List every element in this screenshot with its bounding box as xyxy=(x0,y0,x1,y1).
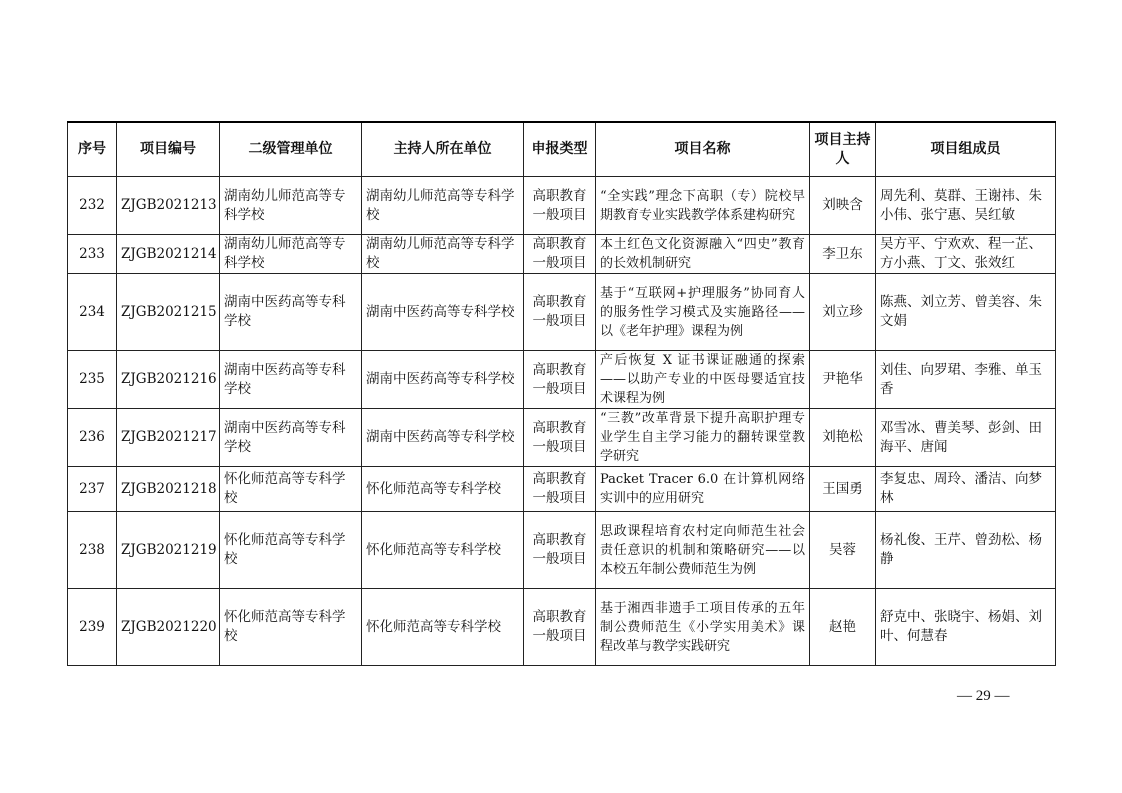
table-row xyxy=(68,235,1056,274)
header-index: 序号 xyxy=(68,122,117,177)
cell-admin-unit: 湖南幼儿师范高等专科学校 xyxy=(220,177,362,235)
table-row xyxy=(68,409,1056,467)
cell-title: “全实践”理念下高职（专）院校早期教育专业实践教学体系建构研究 xyxy=(596,177,810,235)
cell-type: 高职教育一般项目 xyxy=(524,274,596,351)
cell-index: 234 xyxy=(68,274,117,351)
cell-code: ZJGB2021215 xyxy=(117,274,220,351)
cell-admin-unit: 怀化师范高等专科学校 xyxy=(220,512,362,589)
table-row xyxy=(68,589,1056,666)
cell-host: 吴蓉 xyxy=(810,512,876,589)
project-table xyxy=(67,121,1056,666)
page-number: — 29 — xyxy=(957,688,1010,704)
cell-host-unit: 湖南中医药高等专科学校 xyxy=(362,274,524,351)
cell-host-unit: 怀化师范高等专科学校 xyxy=(362,512,524,589)
cell-members: 周先利、莫群、王谢祎、朱小伟、张宁惠、吴红敏 xyxy=(876,177,1056,235)
cell-host-unit: 湖南中医药高等专科学校 xyxy=(362,351,524,409)
cell-type: 高职教育一般项目 xyxy=(524,589,596,666)
cell-host-unit: 湖南幼儿师范高等专科学校 xyxy=(362,177,524,235)
cell-members: 李复忠、周玲、潘洁、向梦林 xyxy=(876,467,1056,512)
table-row xyxy=(68,177,1056,235)
cell-title: “三教”改革背景下提升高职护理专业学生自主学习能力的翻转课堂教学研究 xyxy=(596,409,810,467)
cell-type: 高职教育一般项目 xyxy=(524,351,596,409)
cell-host: 赵艳 xyxy=(810,589,876,666)
cell-index: 232 xyxy=(68,177,117,235)
cell-type: 高职教育一般项目 xyxy=(524,409,596,467)
cell-type: 高职教育一般项目 xyxy=(524,512,596,589)
cell-members: 吴方平、宁欢欢、程一芷、方小燕、丁文、张效红 xyxy=(876,235,1056,274)
header-members: 项目组成员 xyxy=(876,122,1056,177)
cell-host: 尹艳华 xyxy=(810,351,876,409)
cell-admin-unit: 湖南中医药高等专科学校 xyxy=(220,351,362,409)
header-admin-unit: 二级管理单位 xyxy=(220,122,362,177)
header-code: 项目编号 xyxy=(117,122,220,177)
header-host: 项目主持人 xyxy=(810,122,876,177)
cell-code: ZJGB2021218 xyxy=(117,467,220,512)
cell-admin-unit: 湖南中医药高等专科学校 xyxy=(220,274,362,351)
cell-code: ZJGB2021219 xyxy=(117,512,220,589)
header-type: 申报类型 xyxy=(524,122,596,177)
cell-host: 李卫东 xyxy=(810,235,876,274)
cell-code: ZJGB2021213 xyxy=(117,177,220,235)
cell-type: 高职教育一般项目 xyxy=(524,235,596,274)
cell-type: 高职教育一般项目 xyxy=(524,467,596,512)
cell-index: 239 xyxy=(68,589,117,666)
cell-host-unit: 湖南幼儿师范高等专科学校 xyxy=(362,235,524,274)
cell-host: 刘映含 xyxy=(810,177,876,235)
cell-code: ZJGB2021217 xyxy=(117,409,220,467)
cell-admin-unit: 湖南中医药高等专科学校 xyxy=(220,409,362,467)
cell-members: 刘佳、向罗珺、李雅、单玉香 xyxy=(876,351,1056,409)
cell-index: 237 xyxy=(68,467,117,512)
cell-title: 思政课程培育农村定向师范生社会责任意识的机制和策略研究——以本校五年制公费师范生为例 xyxy=(596,512,810,589)
cell-title: 基于“互联网+护理服务”协同育人的服务性学习模式及实施路径——以《老年护理》课程为例 xyxy=(596,274,810,351)
cell-code: ZJGB2021214 xyxy=(117,235,220,274)
cell-index: 235 xyxy=(68,351,117,409)
cell-admin-unit: 湖南幼儿师范高等专科学校 xyxy=(220,235,362,274)
cell-index: 236 xyxy=(68,409,117,467)
cell-index: 238 xyxy=(68,512,117,589)
cell-code: ZJGB2021216 xyxy=(117,351,220,409)
cell-members: 舒克中、张晓宇、杨娟、刘叶、何慧春 xyxy=(876,589,1056,666)
cell-admin-unit: 怀化师范高等专科学校 xyxy=(220,589,362,666)
cell-members: 杨礼俊、王芹、曾劲松、杨静 xyxy=(876,512,1056,589)
cell-title: Packet Tracer 6.0 在计算机网络实训中的应用研究 xyxy=(596,467,810,512)
cell-admin-unit: 怀化师范高等专科学校 xyxy=(220,467,362,512)
table-row xyxy=(68,512,1056,589)
cell-members: 陈燕、刘立芳、曾美容、朱文娟 xyxy=(876,274,1056,351)
cell-host: 刘立珍 xyxy=(810,274,876,351)
table-header-row xyxy=(68,122,1056,177)
cell-host-unit: 怀化师范高等专科学校 xyxy=(362,467,524,512)
header-title: 项目名称 xyxy=(596,122,810,177)
header-host-unit: 主持人所在单位 xyxy=(362,122,524,177)
cell-host: 王国勇 xyxy=(810,467,876,512)
cell-title: 产后恢复 X 证书课证融通的探索——以助产专业的中医母婴适宜技术课程为例 xyxy=(596,351,810,409)
cell-type: 高职教育一般项目 xyxy=(524,177,596,235)
cell-code: ZJGB2021220 xyxy=(117,589,220,666)
cell-title: 本土红色文化资源融入“四史”教育的长效机制研究 xyxy=(596,235,810,274)
cell-host: 刘艳松 xyxy=(810,409,876,467)
cell-host-unit: 怀化师范高等专科学校 xyxy=(362,589,524,666)
table-row xyxy=(68,351,1056,409)
table-row xyxy=(68,467,1056,512)
cell-members: 邓雪冰、曹美琴、彭剑、田海平、唐闻 xyxy=(876,409,1056,467)
cell-index: 233 xyxy=(68,235,117,274)
cell-title: 基于湘西非遗手工项目传承的五年制公费师范生《小学实用美术》课程改革与教学实践研究 xyxy=(596,589,810,666)
table-row xyxy=(68,274,1056,351)
cell-host-unit: 湖南中医药高等专科学校 xyxy=(362,409,524,467)
